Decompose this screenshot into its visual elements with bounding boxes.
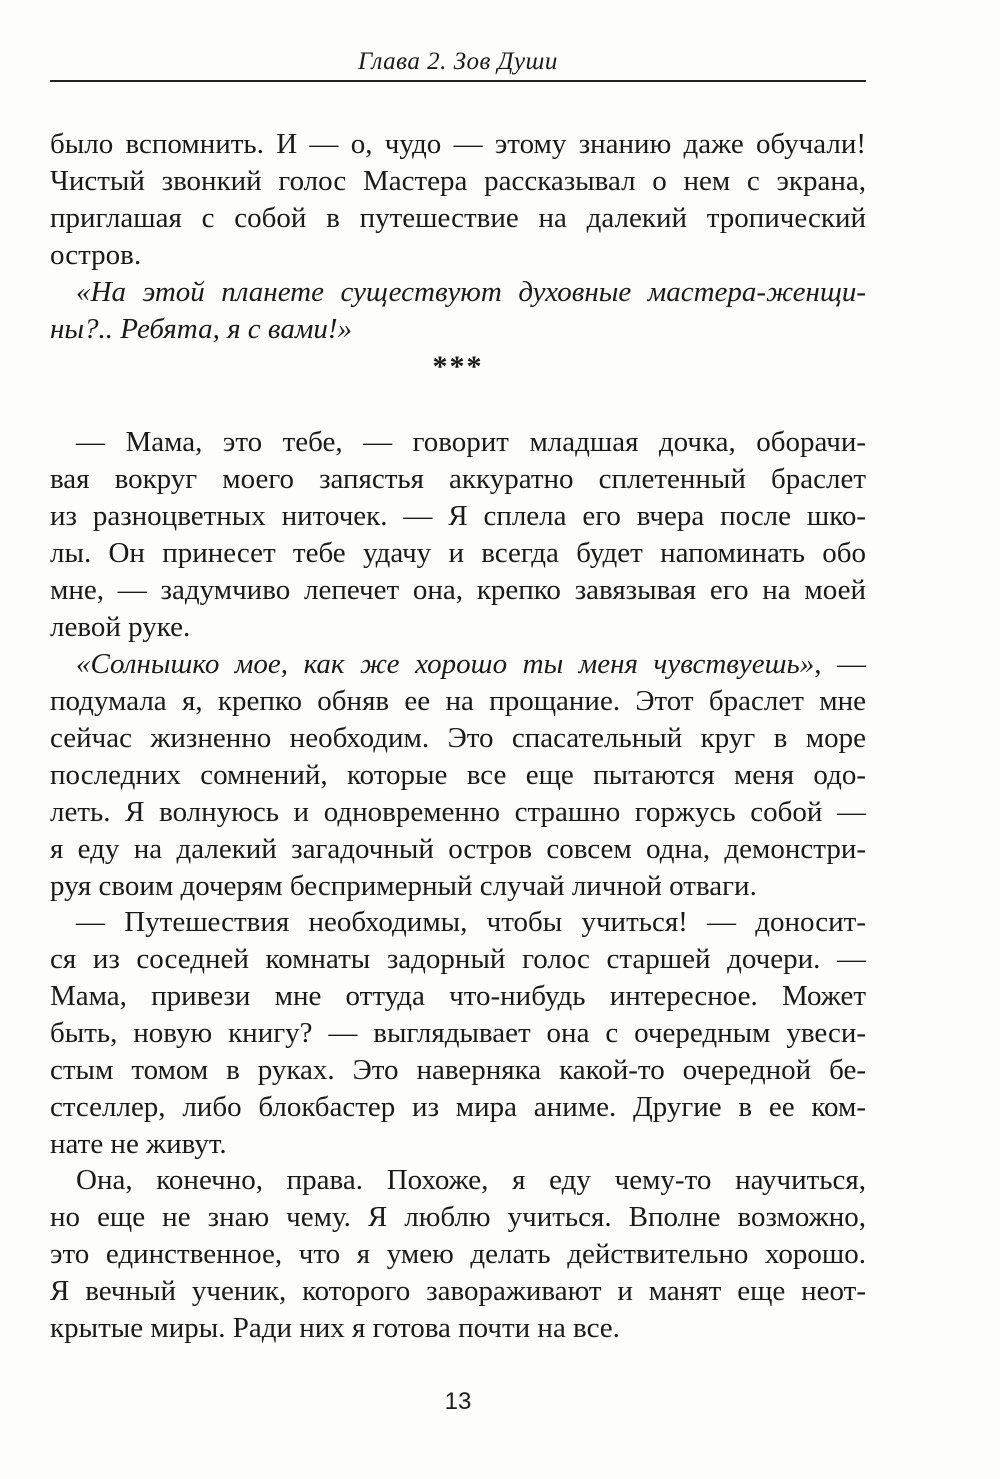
paragraph-5 [50, 904, 866, 1163]
paragraph-1 [50, 126, 866, 274]
text-line: Чистый звонкий голос Мастера рассказывал о нем с экрана, [50, 165, 866, 197]
text-line: я еду на далекий загадочный остров совсем одна, демонстри- [50, 833, 866, 865]
paragraph-3 [50, 424, 866, 646]
text-line: крытые миры. Ради них я готова почти на все. [50, 1312, 620, 1344]
text-line: Мама, привези мне оттуда что-нибудь интересное. Может [50, 980, 866, 1012]
text-line: стым томом в руках. Это наверняка какой-то очередной бе- [50, 1054, 866, 1086]
text-line: было вспомнить. И — о, чудо — этому знанию даже обучали! [50, 128, 866, 160]
text-line: левой руке. [50, 611, 191, 643]
text-line: из разноцветных ниточек. — Я сплела его вчера после шко- [50, 500, 866, 532]
text-line: леть. Я волнуюсь и одновременно страшно горжусь собой — [50, 796, 866, 828]
text-line: руя своим дочерям беспримерный случай личной отваги. [50, 870, 757, 902]
text-line: остров. [50, 239, 142, 271]
header-rule [50, 80, 866, 82]
text-line: «На этой планете существуют духовные мастера-женщи- [76, 276, 866, 308]
text-line: Я вечный ученик, которого завораживают и манят еще неот- [50, 1275, 866, 1307]
text-line: но еще не знаю чему. Я люблю учиться. Вполне возможно, [50, 1201, 866, 1233]
text-line: лы. Он принесет тебе удачу и всегда будет напоминать обо [50, 537, 866, 569]
text-line: — Мама, это тебе, — говорит младшая дочка, оборачи- [76, 426, 866, 458]
text-line: это единственное, что я умею делать действительно хорошо. [50, 1238, 866, 1270]
text-line: последних сомнений, которые все еще пытаются меня одо- [50, 759, 866, 791]
paragraph-4 [50, 646, 866, 905]
italic-quote: «Солнышко мое, как же хорошо ты меня чувствуешь» [76, 648, 815, 680]
paragraph-2-quote [50, 274, 866, 348]
text-line: Она, конечно, права. Похоже, я еду чему-то научиться, [76, 1164, 866, 1196]
text-line: мне, — задумчиво лепечет она, крепко завязывая его на моей [50, 574, 866, 606]
text-line: стселлер, либо блокбастер из мира аниме. Другие в ее ком- [50, 1091, 866, 1123]
text-line: нате не живут. [50, 1128, 227, 1160]
text-line: вая вокруг моего запястья аккуратно сплетенный браслет [50, 463, 866, 495]
running-head: Глава 2. Зов Души [358, 48, 558, 75]
page-number: 13 [444, 1388, 472, 1415]
text-line: быть, новую книгу? — выглядывает она с очередным увеси- [50, 1017, 866, 1049]
text-line: ся из соседней комнаты задорный голос старшей дочери. — [50, 943, 866, 975]
paragraph-6 [50, 1162, 866, 1347]
text-line: — Путешествия необходимы, чтобы учиться! — доносит- [76, 906, 866, 938]
text-line: подумала я, крепко обняв ее на прощание. Этот браслет мне [50, 685, 866, 717]
text-line: ны?.. Ребята, я с вами!» [50, 313, 352, 345]
section-separator: *** [432, 350, 484, 383]
text-line: сейчас жизненно необходим. Это спасательный круг в море [50, 722, 866, 754]
quote-tail: , — [814, 648, 866, 680]
text-line: приглашая с собой в путешествие на далекий тропический [50, 202, 866, 234]
text-line-mixed [76, 646, 866, 683]
